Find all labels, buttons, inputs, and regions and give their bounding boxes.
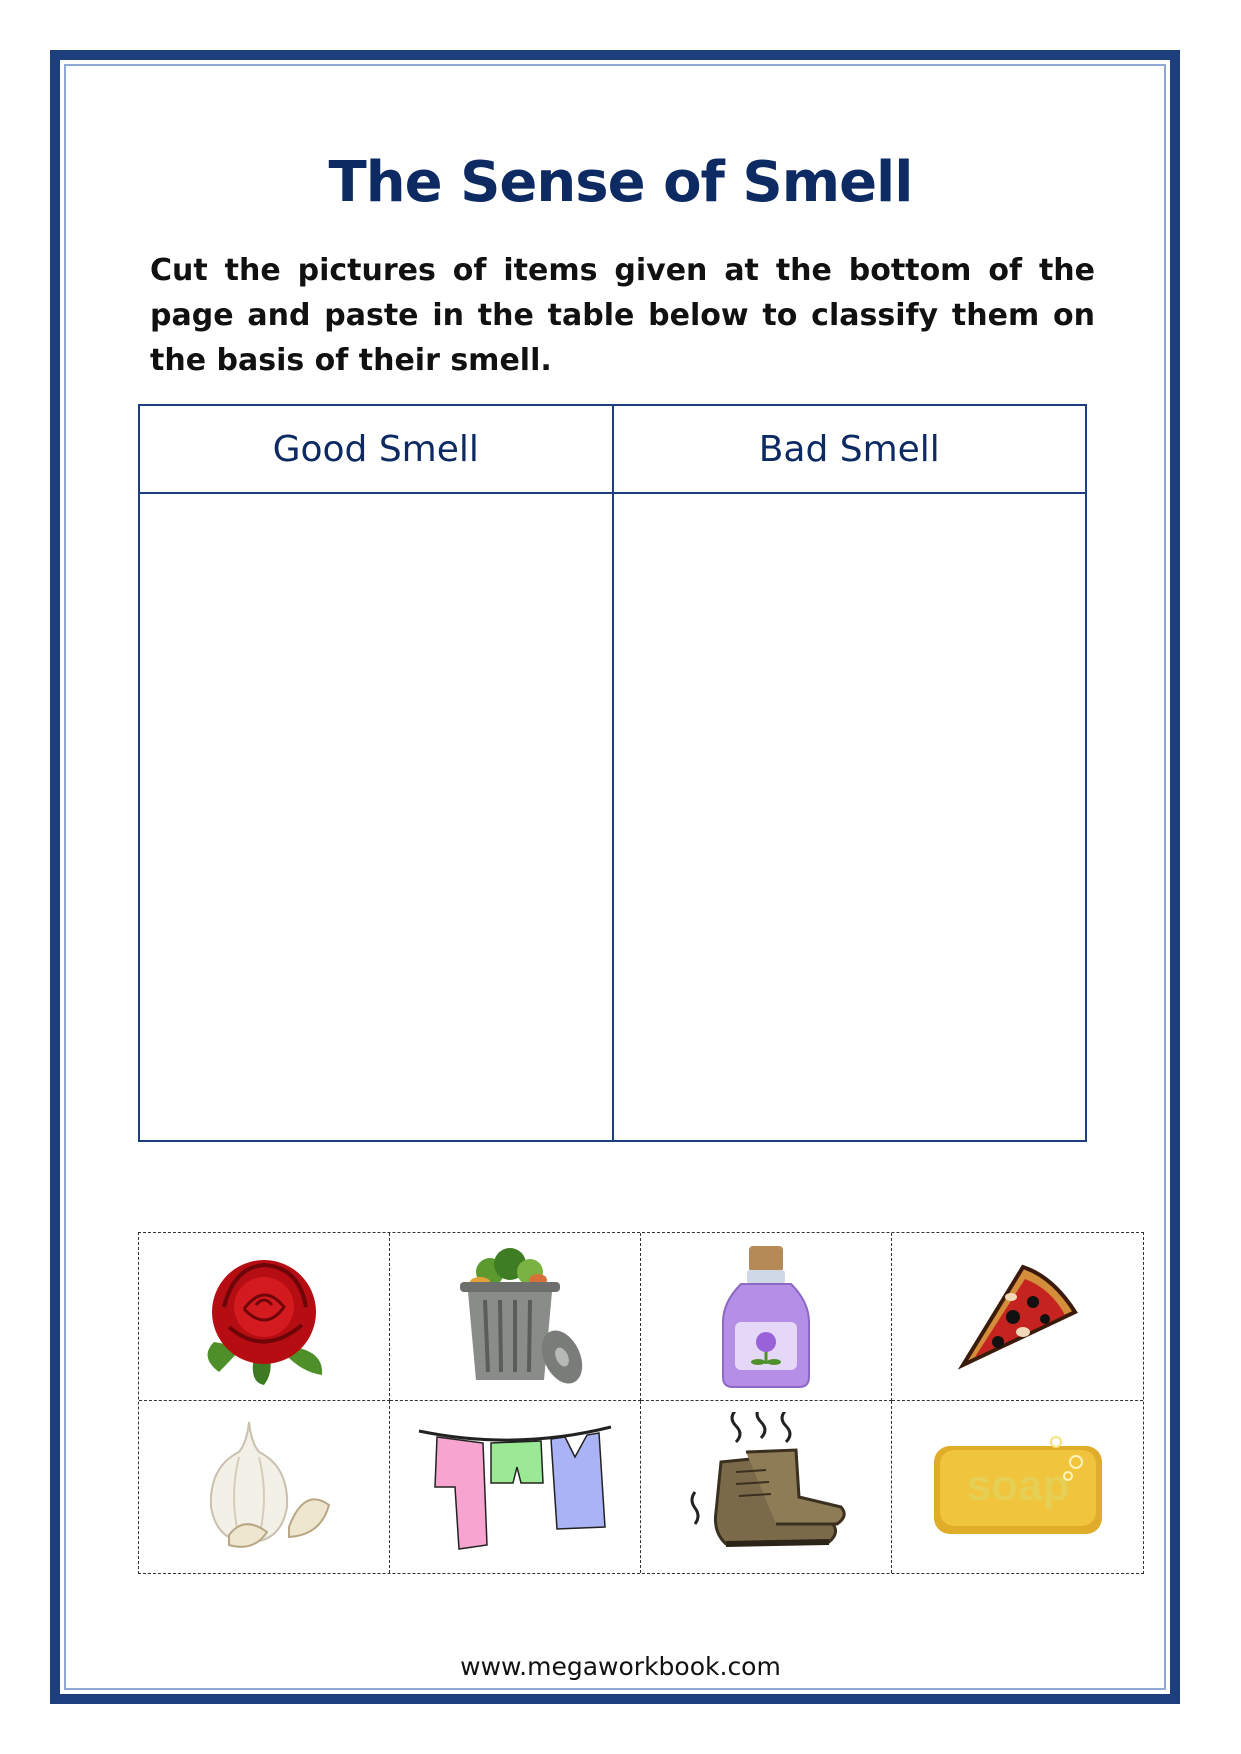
good-smell-column: [140, 406, 612, 1140]
good-smell-header: Good Smell: [140, 406, 612, 494]
cutout-rose[interactable]: [139, 1233, 390, 1401]
laundry-line-icon: [415, 1417, 615, 1557]
bad-smell-paste-area[interactable]: [614, 494, 1086, 1140]
cutout-soap[interactable]: [892, 1401, 1143, 1573]
cutout-pizza[interactable]: [892, 1233, 1143, 1401]
soap-bar-icon: [928, 1432, 1108, 1542]
instructions-text: Cut the pictures of items given at the bottom of the page and paste in the table below to classify them on the basis of their smell.: [150, 253, 1095, 378]
garbage-can-icon: [440, 1242, 590, 1392]
cutout-garlic[interactable]: [139, 1401, 390, 1573]
cutout-laundry[interactable]: [390, 1401, 641, 1573]
cutout-garbage[interactable]: [390, 1233, 641, 1401]
classification-table: [138, 404, 1087, 1142]
rose-icon: [194, 1247, 334, 1387]
soap-label: soap: [966, 1461, 1069, 1510]
cutout-shoes[interactable]: [641, 1401, 892, 1573]
page-title: The Sense of Smell: [328, 150, 913, 215]
perfume-bottle-icon: [711, 1242, 821, 1392]
cutout-grid: [138, 1232, 1144, 1574]
good-smell-paste-area[interactable]: [140, 494, 612, 1140]
smelly-shoes-icon: [681, 1412, 851, 1562]
garlic-icon: [189, 1417, 339, 1557]
pizza-slice-icon: [953, 1257, 1083, 1377]
footer-website: www.megaworkbook.com: [460, 1652, 781, 1681]
bad-smell-column: [612, 406, 1086, 1140]
cutout-perfume[interactable]: [641, 1233, 892, 1401]
bad-smell-header: Bad Smell: [614, 406, 1086, 494]
